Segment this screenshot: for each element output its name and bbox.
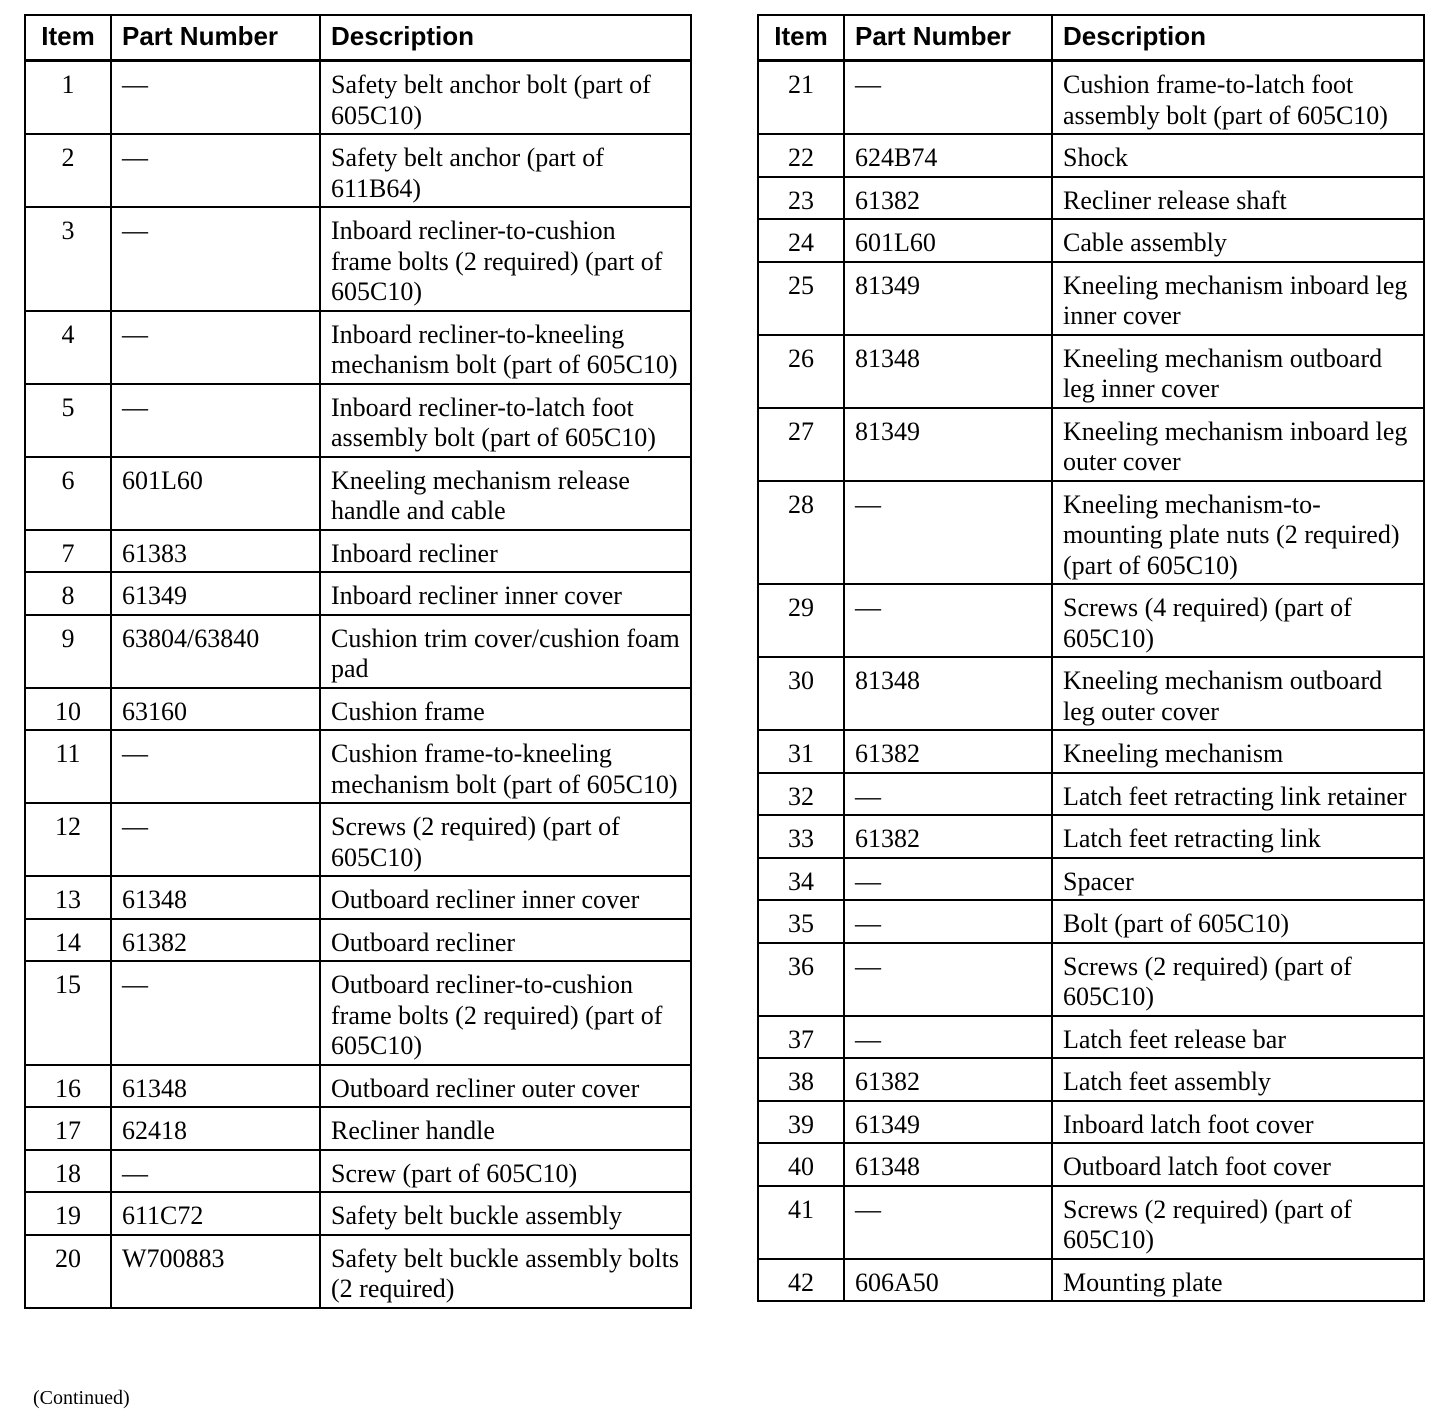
- item-cell: 38: [758, 1058, 844, 1101]
- part-number-cell: —: [111, 961, 320, 1065]
- part-number-cell: —: [844, 773, 1052, 816]
- description-cell: Cushion frame: [320, 688, 691, 731]
- item-cell: 36: [758, 943, 844, 1016]
- description-cell: Latch feet retracting link: [1052, 815, 1424, 858]
- table-row: [758, 1058, 1424, 1101]
- item-cell: 26: [758, 335, 844, 408]
- table-body-left: [25, 61, 691, 1308]
- part-number-cell: 61382: [844, 1058, 1052, 1101]
- description-cell: Inboard recliner-to-latch foot assembly bolt (part of 605C10): [320, 384, 691, 457]
- item-cell: 27: [758, 408, 844, 481]
- part-number-cell: 61382: [844, 730, 1052, 773]
- description-cell: Cushion trim cover/cushion foam pad: [320, 615, 691, 688]
- part-number-cell: 601L60: [844, 219, 1052, 262]
- description-cell: Recliner handle: [320, 1107, 691, 1150]
- description-cell: Inboard latch foot cover: [1052, 1101, 1424, 1144]
- part-number-cell: —: [844, 584, 1052, 657]
- item-cell: 42: [758, 1259, 844, 1302]
- item-cell: 7: [25, 530, 111, 573]
- part-number-cell: —: [844, 481, 1052, 585]
- item-cell: 21: [758, 61, 844, 135]
- part-number-cell: 61382: [844, 177, 1052, 220]
- table-row: [25, 572, 691, 615]
- item-cell: 3: [25, 207, 111, 311]
- header-item: Item: [25, 15, 111, 61]
- table-row: [758, 815, 1424, 858]
- header-description: Description: [1052, 15, 1424, 61]
- description-cell: Kneeling mechanism outboard leg inner cover: [1052, 335, 1424, 408]
- item-cell: 28: [758, 481, 844, 585]
- description-cell: Screws (2 required) (part of 605C10): [1052, 1186, 1424, 1259]
- item-cell: 13: [25, 876, 111, 919]
- table-row: [25, 207, 691, 311]
- description-cell: Kneeling mechanism inboard leg outer cover: [1052, 408, 1424, 481]
- part-number-cell: 601L60: [111, 457, 320, 530]
- item-cell: 25: [758, 262, 844, 335]
- table-row: [758, 134, 1424, 177]
- table-row: [758, 408, 1424, 481]
- parts-table-left: [24, 14, 692, 1309]
- table-row: [25, 384, 691, 457]
- part-number-cell: 61348: [111, 1065, 320, 1108]
- description-cell: Safety belt buckle assembly: [320, 1192, 691, 1235]
- description-cell: Screws (2 required) (part of 605C10): [320, 803, 691, 876]
- description-cell: Safety belt anchor (part of 611B64): [320, 134, 691, 207]
- table-row: [758, 584, 1424, 657]
- part-number-cell: 61382: [844, 815, 1052, 858]
- table-row: [758, 1101, 1424, 1144]
- part-number-cell: —: [844, 900, 1052, 943]
- table-row: [758, 335, 1424, 408]
- table-row: [25, 615, 691, 688]
- description-cell: Kneeling mechanism release handle and cable: [320, 457, 691, 530]
- item-cell: 8: [25, 572, 111, 615]
- part-number-cell: —: [111, 134, 320, 207]
- table-row: [25, 876, 691, 919]
- table-row: [758, 1259, 1424, 1302]
- part-number-cell: —: [844, 1016, 1052, 1059]
- part-number-cell: —: [111, 803, 320, 876]
- description-cell: Recliner release shaft: [1052, 177, 1424, 220]
- table-row: [25, 730, 691, 803]
- item-cell: 35: [758, 900, 844, 943]
- description-cell: Screws (4 required) (part of 605C10): [1052, 584, 1424, 657]
- table-row: [25, 688, 691, 731]
- description-cell: Cable assembly: [1052, 219, 1424, 262]
- item-cell: 37: [758, 1016, 844, 1059]
- description-cell: Inboard recliner-to-kneeling mechanism bolt (part of 605C10): [320, 311, 691, 384]
- part-number-cell: —: [111, 311, 320, 384]
- description-cell: Inboard recliner: [320, 530, 691, 573]
- part-number-cell: —: [111, 61, 320, 135]
- table-body-right: [758, 61, 1424, 1302]
- table-row: [758, 1143, 1424, 1186]
- part-number-cell: 61349: [844, 1101, 1052, 1144]
- part-number-cell: 61348: [111, 876, 320, 919]
- description-cell: Screws (2 required) (part of 605C10): [1052, 943, 1424, 1016]
- table-row: [25, 530, 691, 573]
- part-number-cell: 81349: [844, 408, 1052, 481]
- table-row: [758, 61, 1424, 135]
- part-number-cell: —: [844, 858, 1052, 901]
- part-number-cell: W700883: [111, 1235, 320, 1308]
- table-row: [758, 900, 1424, 943]
- part-number-cell: —: [844, 1186, 1052, 1259]
- part-number-cell: 61382: [111, 919, 320, 962]
- item-cell: 18: [25, 1150, 111, 1193]
- item-cell: 4: [25, 311, 111, 384]
- item-cell: 32: [758, 773, 844, 816]
- item-cell: 22: [758, 134, 844, 177]
- table-row: [758, 1016, 1424, 1059]
- table-header-row: [25, 15, 691, 61]
- item-cell: 41: [758, 1186, 844, 1259]
- description-cell: Inboard recliner inner cover: [320, 572, 691, 615]
- description-cell: Cushion frame-to-kneeling mechanism bolt (part of 605C10): [320, 730, 691, 803]
- part-number-cell: 62418: [111, 1107, 320, 1150]
- description-cell: Outboard latch foot cover: [1052, 1143, 1424, 1186]
- description-cell: Bolt (part of 605C10): [1052, 900, 1424, 943]
- part-number-cell: 611C72: [111, 1192, 320, 1235]
- table-row: [758, 657, 1424, 730]
- table-row: [25, 134, 691, 207]
- item-cell: 12: [25, 803, 111, 876]
- description-cell: Cushion frame-to-latch foot assembly bolt (part of 605C10): [1052, 61, 1424, 135]
- item-cell: 11: [25, 730, 111, 803]
- part-number-cell: 81348: [844, 657, 1052, 730]
- part-number-cell: 61349: [111, 572, 320, 615]
- description-cell: Kneeling mechanism-to-mounting plate nuts (2 required) (part of 605C10): [1052, 481, 1424, 585]
- table-row: [25, 961, 691, 1065]
- item-cell: 15: [25, 961, 111, 1065]
- item-cell: 17: [25, 1107, 111, 1150]
- parts-table-right: [757, 14, 1425, 1302]
- description-cell: Outboard recliner inner cover: [320, 876, 691, 919]
- item-cell: 40: [758, 1143, 844, 1186]
- table-row: [758, 219, 1424, 262]
- table-row: [25, 311, 691, 384]
- item-cell: 2: [25, 134, 111, 207]
- item-cell: 1: [25, 61, 111, 135]
- part-number-cell: —: [111, 384, 320, 457]
- header-description: Description: [320, 15, 691, 61]
- table-row: [25, 457, 691, 530]
- table-row: [25, 803, 691, 876]
- description-cell: Safety belt buckle assembly bolts (2 required): [320, 1235, 691, 1308]
- header-part-number: Part Number: [844, 15, 1052, 61]
- item-cell: 20: [25, 1235, 111, 1308]
- item-cell: 34: [758, 858, 844, 901]
- part-number-cell: 61383: [111, 530, 320, 573]
- item-cell: 10: [25, 688, 111, 731]
- description-cell: Spacer: [1052, 858, 1424, 901]
- header-item: Item: [758, 15, 844, 61]
- table-row: [25, 1192, 691, 1235]
- table-row: [758, 1186, 1424, 1259]
- header-part-number: Part Number: [111, 15, 320, 61]
- description-cell: Latch feet retracting link retainer: [1052, 773, 1424, 816]
- description-cell: Outboard recliner outer cover: [320, 1065, 691, 1108]
- item-cell: 30: [758, 657, 844, 730]
- description-cell: Kneeling mechanism: [1052, 730, 1424, 773]
- item-cell: 19: [25, 1192, 111, 1235]
- table-row: [758, 177, 1424, 220]
- description-cell: Safety belt anchor bolt (part of 605C10): [320, 61, 691, 135]
- description-cell: Inboard recliner-to-cushion frame bolts (2 required) (part of 605C10): [320, 207, 691, 311]
- description-cell: Shock: [1052, 134, 1424, 177]
- part-number-cell: 81349: [844, 262, 1052, 335]
- item-cell: 24: [758, 219, 844, 262]
- table-row: [758, 773, 1424, 816]
- table-row: [25, 919, 691, 962]
- part-number-cell: —: [844, 943, 1052, 1016]
- description-cell: Latch feet assembly: [1052, 1058, 1424, 1101]
- part-number-cell: 624B74: [844, 134, 1052, 177]
- description-cell: Kneeling mechanism outboard leg outer cover: [1052, 657, 1424, 730]
- table-row: [25, 1107, 691, 1150]
- description-cell: Outboard recliner: [320, 919, 691, 962]
- part-number-cell: —: [844, 61, 1052, 135]
- description-cell: Outboard recliner-to-cushion frame bolts (2 required) (part of 605C10): [320, 961, 691, 1065]
- table-row: [25, 1235, 691, 1308]
- table-row: [758, 262, 1424, 335]
- part-number-cell: —: [111, 730, 320, 803]
- part-number-cell: 63804/63840: [111, 615, 320, 688]
- description-cell: Kneeling mechanism inboard leg inner cover: [1052, 262, 1424, 335]
- table-header-row: [758, 15, 1424, 61]
- item-cell: 16: [25, 1065, 111, 1108]
- table-row: [758, 730, 1424, 773]
- item-cell: 29: [758, 584, 844, 657]
- item-cell: 14: [25, 919, 111, 962]
- part-number-cell: 81348: [844, 335, 1052, 408]
- item-cell: 23: [758, 177, 844, 220]
- item-cell: 9: [25, 615, 111, 688]
- table-row: [758, 858, 1424, 901]
- description-cell: Mounting plate: [1052, 1259, 1424, 1302]
- item-cell: 31: [758, 730, 844, 773]
- continued-note: (Continued): [33, 1387, 130, 1409]
- part-number-cell: 606A50: [844, 1259, 1052, 1302]
- table-row: [25, 1150, 691, 1193]
- item-cell: 5: [25, 384, 111, 457]
- description-cell: Screw (part of 605C10): [320, 1150, 691, 1193]
- table-row: [758, 481, 1424, 585]
- table-row: [758, 943, 1424, 1016]
- item-cell: 33: [758, 815, 844, 858]
- table-row: [25, 61, 691, 135]
- item-cell: 6: [25, 457, 111, 530]
- part-number-cell: 61348: [844, 1143, 1052, 1186]
- table-row: [25, 1065, 691, 1108]
- part-number-cell: 63160: [111, 688, 320, 731]
- part-number-cell: —: [111, 207, 320, 311]
- description-cell: Latch feet release bar: [1052, 1016, 1424, 1059]
- item-cell: 39: [758, 1101, 844, 1144]
- part-number-cell: —: [111, 1150, 320, 1193]
